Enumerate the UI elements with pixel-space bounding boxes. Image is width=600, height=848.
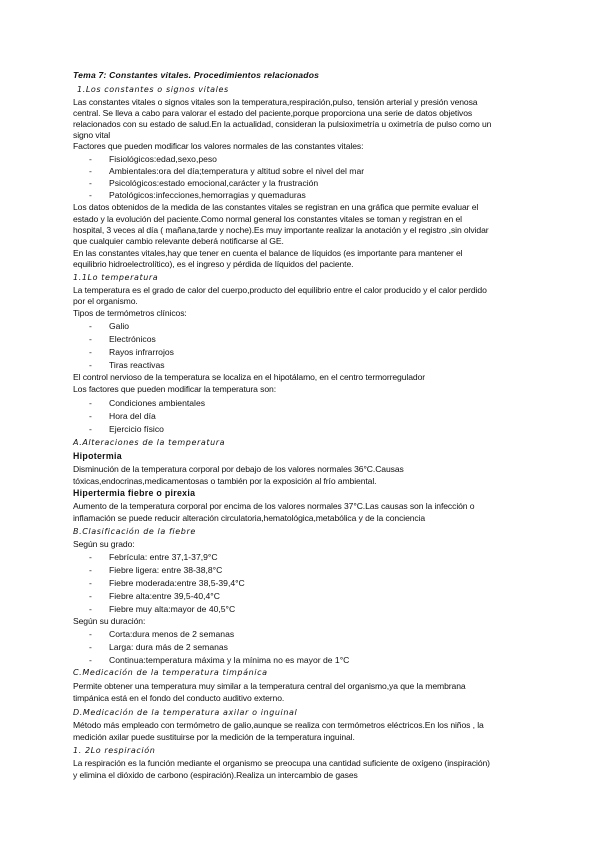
paragraph-line: La respiración es la función mediante el organismo se preocupa una cantidad suficiente de oxígeno (inspiración) xyxy=(73,758,490,768)
paragraph-line: Permite obtener una temperatura muy similar a la temperatura central del organismo,ya que la membrana xyxy=(73,681,466,691)
paragraph-line: relacionados con su estado de salud.En la actualidad, consideran la pulsioximetría u oximetría de pulso como un xyxy=(73,119,492,129)
paragraph-line: hospital, 3 veces al día ( mañana,tarde y noche).Es muy importante realizar la anotación y el registro ,sin olvidar xyxy=(73,225,489,235)
list-label: Según su duración: xyxy=(73,616,146,626)
paragraph-line: central. Se lleva a cabo para valorar el estado del paciente,porque proporciona una serie de datos objetivos xyxy=(73,108,473,118)
section-heading: 1.Los constantes o signos vitales xyxy=(77,85,229,94)
paragraph-line: En las constantes vitales,hay que tener en cuenta el balance de líquidos (es importante para mantener el xyxy=(73,248,463,258)
paragraph-line: Los datos obtenidos de la medida de las constantes vitales se registran en una gráfica que permite evaluar el xyxy=(73,202,479,212)
section-heading: 1. 2Lo respiración xyxy=(73,746,156,755)
section-heading: D.Medicación de la temperatura axilar o inguinal xyxy=(73,708,298,717)
paragraph-line: signo vital xyxy=(73,130,111,140)
paragraph-line: tóxicas,endocrinas,medicamentosas o también por la exposición al frío ambiental. xyxy=(73,476,377,486)
paragraph-line: Método más empleado con termómetro de galio,aunque se realiza con termómetros eléctricos.En los niños , la xyxy=(73,720,484,730)
paragraph-line: Tipos de termómetros clínicos: xyxy=(73,308,187,318)
paragraph-line: por el organismo. xyxy=(73,296,138,306)
document-title: Tema 7: Constantes vitales. Procedimientos relacionados xyxy=(73,70,320,80)
section-heading: 1.1Lo temperatura xyxy=(73,273,159,282)
subsection-heading: Hipotermia xyxy=(73,451,122,461)
paragraph-line: Disminución de la temperatura corporal por debajo de los valores normales 36°C.Causas xyxy=(73,464,404,474)
paragraph-line: Los factores que pueden modificar la temperatura son: xyxy=(73,384,276,394)
paragraph-line: timpánica está en el fondo del conducto auditivo externo. xyxy=(73,693,285,703)
paragraph-line: La temperatura es el grado de calor del cuerpo,producto del equilibrio entre el calor producido y el calor perdido xyxy=(73,285,487,295)
paragraph-line: que cualquier cambio relevante deberá notificarse al GE. xyxy=(73,236,284,246)
paragraph-line: equilibrio hidroelectrolítico), es el ingreso y pérdida de líquidos del paciente. xyxy=(73,259,354,269)
paragraph-line: y elimina el dióxido de carbono (espiración).Realiza un intercambio de gases xyxy=(73,770,358,780)
paragraph-line: El control nervioso de la temperatura se localiza en el hipotálamo, en el centro termorregulador xyxy=(73,372,426,382)
paragraph-line: medición axilar puede sustituirse por la medición de la temperatura inguinal. xyxy=(73,732,355,742)
section-heading: C.Medicación de la temperatura timpánica xyxy=(73,668,268,677)
list-label: Según su grado: xyxy=(73,539,135,549)
section-heading: A.Alteraciones de la temperatura xyxy=(73,438,226,447)
paragraph-line: Aumento de la temperatura corporal por encima de los valores normales 37°C.Las causas son la infección o xyxy=(73,501,475,511)
paragraph-line: Factores que pueden modificar los valores normales de las constantes vitales: xyxy=(73,141,364,151)
subsection-heading: Hipertermia fiebre o pirexia xyxy=(73,488,196,498)
paragraph-line: estado y la evolución del paciente.Como normal general los constantes vitales se toman y registran en el xyxy=(73,214,462,224)
paragraph-line: Las constantes vitales o signos vitales son la temperatura,respiración,pulso, tensión arterial y presión venosa xyxy=(73,97,478,107)
section-heading: B.Clasificación de la fiebre xyxy=(73,527,196,536)
paragraph-line: inflamación se puede reducir alteración circulatoria,hematológica,metabólica y de la conciencia xyxy=(73,513,426,523)
